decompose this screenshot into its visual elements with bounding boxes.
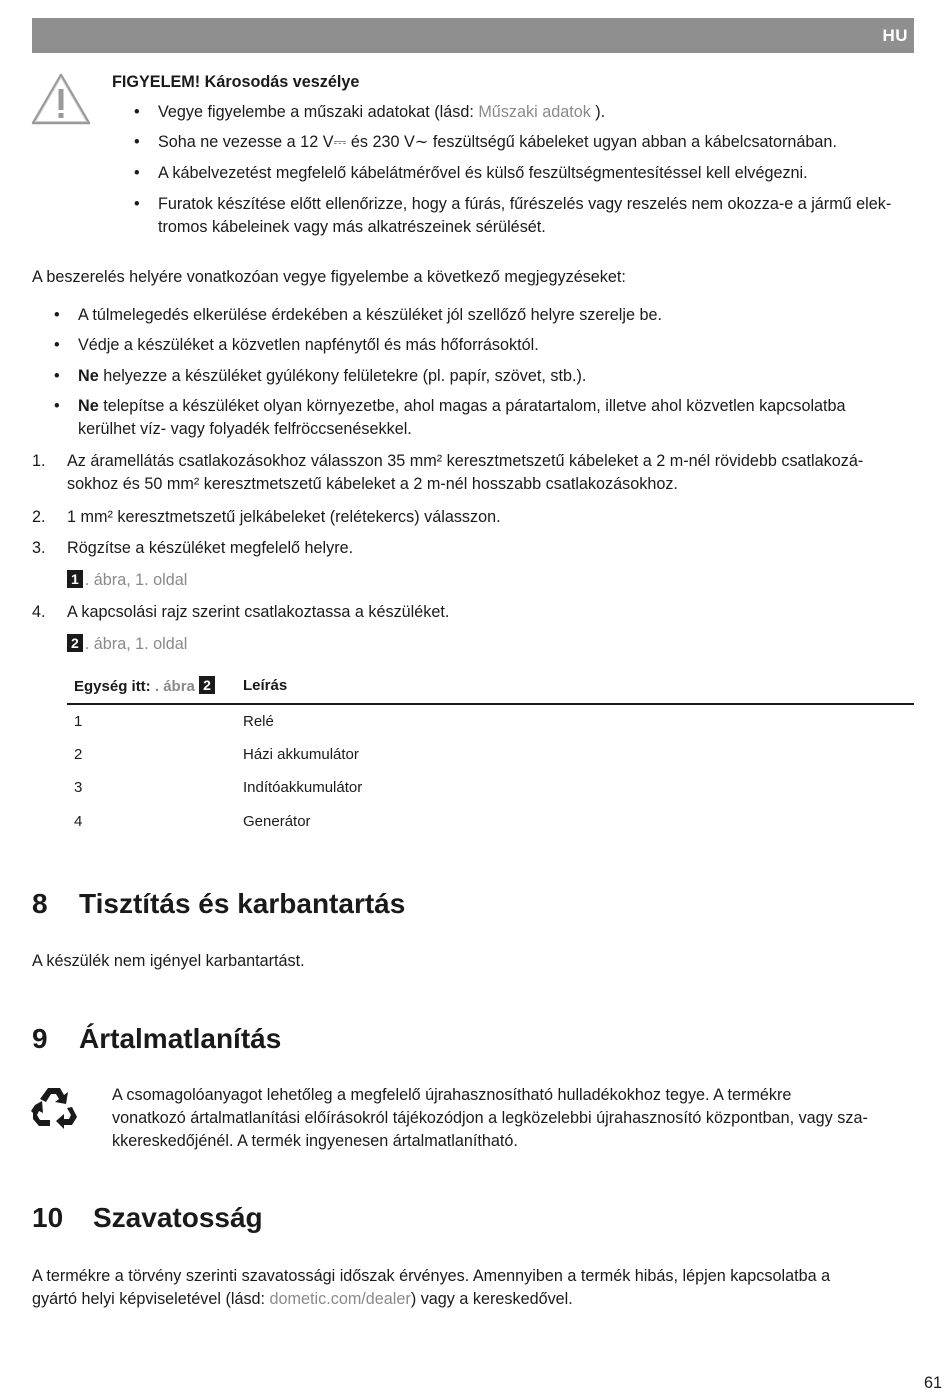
figure-reference[interactable]: 2 . ábra, 1. oldal bbox=[67, 633, 187, 656]
table-cell-desc: Házi akkumulátor bbox=[243, 746, 359, 763]
section-8-text: A készülék nem igényel karbantartást. bbox=[32, 952, 305, 970]
section-10-text-line: gyártó helyi képviseletével (lásd: dometic.com/dealer) vagy a kereskedővel. bbox=[32, 1290, 573, 1308]
table-cell-desc: Generátor bbox=[243, 813, 311, 830]
recycle-icon bbox=[31, 1085, 77, 1131]
warning-title: FIGYELEM! Károsodás veszélye bbox=[112, 73, 360, 91]
warning-triangle-icon bbox=[30, 72, 92, 126]
table-header-description: Leírás bbox=[243, 677, 288, 694]
section-9-text-line: A csomagolóanyagot lehetőleg a megfelelő újrahasznosítható hulladékokhoz tegye. A termékre bbox=[112, 1086, 792, 1104]
section-9-text-line: kkereskedőjénél. A termék ingyenesen ártalmatlanítható. bbox=[112, 1132, 518, 1150]
table-cell-unit: 3 bbox=[74, 779, 83, 796]
table-cell-unit: 4 bbox=[74, 813, 83, 830]
table-cell-desc: Relé bbox=[243, 713, 274, 730]
section-10-text-line: A termékre a törvény szerinti szavatossági időszak érvényes. Amennyiben a termék hibás, lépjen kapcsolatba a bbox=[32, 1267, 831, 1285]
section-10-heading: 10 Szavatosság bbox=[32, 1202, 263, 1233]
intro-text: A beszerelés helyére vonatkozóan vegye figyelembe a következő megjegyzéseket: bbox=[32, 268, 626, 286]
section-9-heading: 9 Ártalmatlanítás bbox=[32, 1023, 282, 1054]
figure-reference[interactable]: 1 . ábra, 1. oldal bbox=[67, 569, 187, 592]
figure-badge: 2 bbox=[199, 676, 215, 694]
figure-badge: 2 bbox=[67, 634, 83, 652]
dealer-link[interactable]: dometic.com/dealer bbox=[269, 1290, 411, 1308]
section-8-heading: 8 Tisztítás és karbantartás bbox=[32, 888, 406, 919]
table-cell-unit: 2 bbox=[74, 746, 83, 763]
table-cell-desc: Indítóakkumulátor bbox=[243, 779, 363, 796]
table-rule bbox=[67, 703, 914, 705]
section-9-text-line: vonatkozó ártalmatlanítási előírásokról tájékozódjon a legközelebbi újrahasznosító központban, vagy sza- bbox=[112, 1109, 868, 1127]
technical-data-link[interactable]: Műszaki adatok bbox=[478, 103, 591, 121]
header-bar bbox=[32, 18, 914, 53]
language-code: HU bbox=[882, 26, 908, 45]
table-header-unit: Egység itt: . ábra 2 bbox=[74, 675, 217, 698]
figure-badge: 1 bbox=[67, 570, 83, 588]
page-number: 61 bbox=[923, 1374, 942, 1392]
table-cell-unit: 1 bbox=[74, 713, 83, 730]
